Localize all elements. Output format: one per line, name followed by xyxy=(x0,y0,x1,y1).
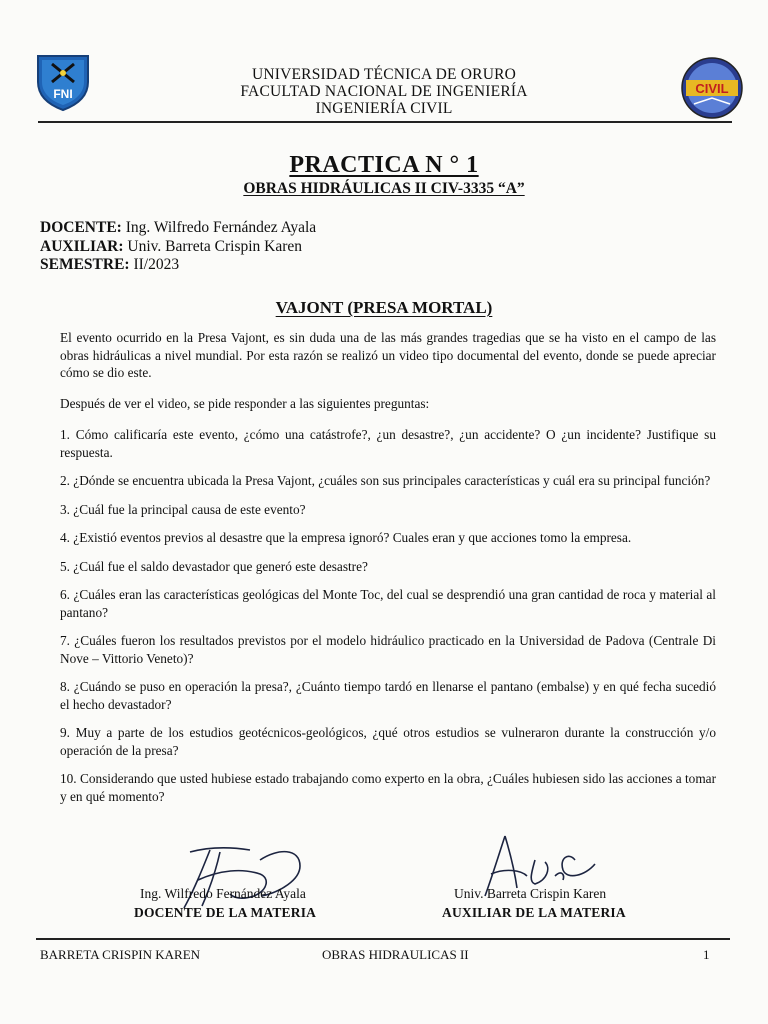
instruction-paragraph: Después de ver el video, se pide responder a las siguientes preguntas: xyxy=(60,396,430,411)
question-item: 9. Muy a parte de los estudios geotécnicos-geológicos, ¿qué otros estudios se vulneraron durante la construcción y/o operación de la presa? xyxy=(60,725,716,758)
meta-block xyxy=(40,219,316,275)
question-item: 5. ¿Cuál fue el saldo devastador que generó este desastre? xyxy=(60,558,368,574)
footer-course: OBRAS HIDRAULICAS II xyxy=(322,947,469,962)
university-name: UNIVERSIDAD TÉCNICA DE ORURO xyxy=(251,66,517,83)
meta-auxiliar xyxy=(40,238,316,257)
meta-docente xyxy=(40,219,316,238)
question-item: 1. Cómo calificaría este evento, ¿cómo una catástrofe?, ¿un desastre?, ¿un accidente? O ¿un incidente? Justifique su respuesta. xyxy=(60,427,716,460)
question-list xyxy=(60,426,716,805)
question-item: 3. ¿Cuál fue la principal causa de este evento? xyxy=(60,501,306,517)
department-name: INGENIERÍA CIVIL xyxy=(315,100,453,117)
question-item: 8. ¿Cuándo se puso en operación la presa?, ¿Cuánto tiempo tardó en llenarse el pantano (embalse) y en qué fecha sucedió el hecho devastador? xyxy=(60,679,716,712)
fni-logo-text: FNI xyxy=(53,87,73,101)
faculty-name: FACULTAD NACIONAL DE INGENIERÍA xyxy=(240,83,528,100)
question-item: 10. Considerando que usted hubiese estado trabajando como experto en la obra, ¿Cuáles hubiesen sido las acciones a tomar y en qué momento? xyxy=(60,771,716,804)
header-divider xyxy=(38,121,732,123)
page-number: 1 xyxy=(703,947,710,962)
civil-logo-text: CIVIL xyxy=(695,81,729,96)
auxiliar-name: Univ. Barreta Crispin Karen xyxy=(454,886,607,901)
docente-role: DOCENTE DE LA MATERIA xyxy=(134,905,317,920)
question-item: 7. ¿Cuáles fueron los resultados previstos por el modelo hidráulico practicado en la Universidad de Padova (Centrale Di Nove – Vittorio Veneto)? xyxy=(60,633,716,666)
semestre-value: II/2023 xyxy=(133,256,180,273)
institution-header xyxy=(0,66,768,117)
document-body xyxy=(60,329,716,816)
question-item: 6. ¿Cuáles eran las características geológicas del Monte Toc, del cual se desprendió una gran cantidad de roca y material al pantano? xyxy=(60,587,716,620)
document-title: PRACTICA N ° 1 xyxy=(289,152,479,178)
docente-label: DOCENTE: xyxy=(40,219,122,236)
auxiliar-value: Univ. Barreta Crispin Karen xyxy=(127,237,303,255)
intro-paragraph: El evento ocurrido en la Presa Vajont, es sin duda una de las más grandes tragedias que se ha visto en el campo de las obras hidráulicas a nivel mundial. Por esta razón se realizó un video tipo documental del evento, donde se puede apreciar cómo se dio este. xyxy=(60,330,716,380)
question-item: 2. ¿Dónde se encuentra ubicada la Presa Vajont, ¿cuáles son sus principales características y cuál era su principal función? xyxy=(60,473,711,488)
section-title: VAJONT (PRESA MORTAL) xyxy=(275,298,493,317)
auxiliar-label: AUXILIAR: xyxy=(40,237,124,255)
auxiliar-role: AUXILIAR DE LA MATERIA xyxy=(442,905,626,920)
semestre-label: SEMESTRE: xyxy=(40,256,130,273)
docente-value: Ing. Wilfredo Fernández Ayala xyxy=(125,219,317,236)
docente-signature-icon xyxy=(150,840,330,915)
question-item: 4. ¿Existió eventos previos al desastre que la empresa ignoró? Cuales eran y que acciones tomo la empresa. xyxy=(60,530,632,545)
footer-author: BARRETA CRISPIN KAREN xyxy=(40,947,201,962)
docente-name: Ing. Wilfredo Fernández Ayala xyxy=(140,886,306,901)
meta-semestre xyxy=(40,256,316,275)
footer-divider xyxy=(36,938,730,940)
document-subtitle: OBRAS HIDRÁULICAS II CIV-3335 “A” xyxy=(243,180,525,197)
